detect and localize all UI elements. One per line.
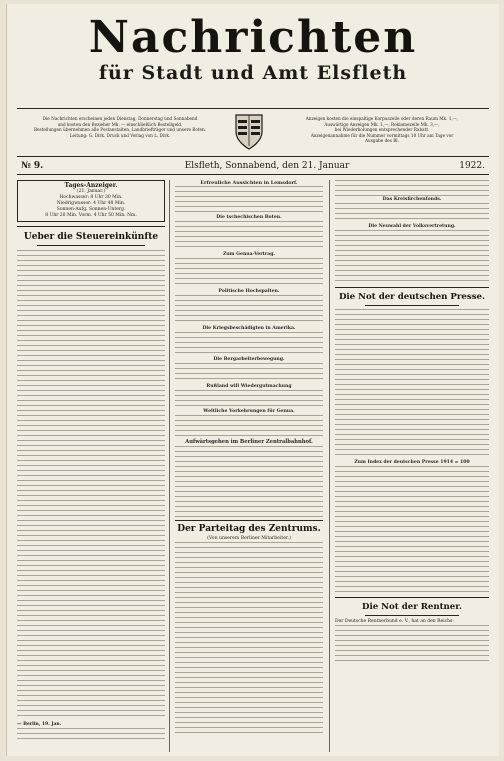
coat-of-arms-icon <box>233 112 265 152</box>
issue-year: 1922. <box>459 161 485 171</box>
dateline-rule-top <box>17 156 489 157</box>
masthead-rule <box>17 108 489 109</box>
column-left: Tages-Anzeiger. (21. Januar.) Hochwasser: 8 Uhr 30 Min. Niedrigwasser: 4 Uhr 48 Min. Sonnen-Aufg. Sonnen-Unterg. 8 Uhr 20 Min. Vorm. 4 Uhr 50 Min. Nm. Ueber die Steuereinkünfte — Berlin, 19. Jan. <box>17 180 165 740</box>
article-heading-presse: Die Not der deutschen Presse. <box>338 292 486 302</box>
issue-number: № 9. <box>21 161 44 171</box>
column-right: Das Kreisfirchenfonds. Die Neuwahl der Volksvertretung. Die Not der deutschen Presse. Zum Index der deutschen Presse 1914 = 100 Die Not der Rentner. Der Deutsche Rentnerbund e. V., hat an den Reichs- <box>335 180 489 663</box>
masthead-title: Nachrichten <box>88 12 418 63</box>
column-middle: Erfreuliche Aussichten in Lemsdorf. Die tschechischen Boten. Zum Genua-Vertrag. Politische Hochspalten. Die Kriegsbeschädigten in Amerika. Die Bergarbeiterbewegung. Rußland will Wiedergutmachung Weltliche Vorkehrungen für Genua. Aufwärtsgehen im Berliner Zentralbahnhof. Der Parteitag des Zentrums. (Von unserem Berliner Mitarbeiter.) <box>175 180 323 734</box>
newspaper-page <box>6 4 499 756</box>
masthead-subtitle: für Stadt und Amt Elsfleth <box>98 62 408 84</box>
article-heading-rentner: Die Not der Rentner. <box>362 602 462 612</box>
article-body <box>17 250 165 720</box>
issue-date: Elsfleth, Sonnabend, den 21. Januar <box>184 161 350 171</box>
dateline-rule-bottom <box>17 174 489 175</box>
column-divider <box>329 180 330 752</box>
subscription-info: Die Nachrichten erscheinen jeden Dienstag, Donnerstag und Sonnabend und kosten den Bezieher Mk. — einschließlich Bestellgeld. Bestellungen übernehmen alle Postanstalten, Landbriefträger und unsere Boten. Leitung: G. Dirk. Druck und Verlag von L. Dirk. <box>33 116 207 138</box>
column-divider <box>169 180 170 752</box>
article-heading-steuer: Ueber die Steuereinkünfte <box>23 232 159 242</box>
advertising-info: Anzeigen kosten die einspaltige Korpuszeile oder deren Raum Mk. 1,—, Auswärtige Anzeigen Mk. 1,—, Reklamezeile Mk. 3,—, bei Wiederholungen entsprechender Rabatt. Anzeigenannahme für die Nummer vormittags 10 Uhr am Tage vor Ausgabe des Bl. <box>305 116 459 144</box>
article-heading-zentrum: Der Parteitag des Zentrums. <box>177 524 321 534</box>
tages-anzeiger-box: Tages-Anzeiger. (21. Januar.) Hochwasser: 8 Uhr 30 Min. Niedrigwasser: 4 Uhr 48 Min. Sonnen-Aufg. Sonnen-Unterg. 8 Uhr 20 Min. Vorm. 4 Uhr 50 Min. Nm. <box>17 180 165 222</box>
dateline <box>17 160 489 172</box>
